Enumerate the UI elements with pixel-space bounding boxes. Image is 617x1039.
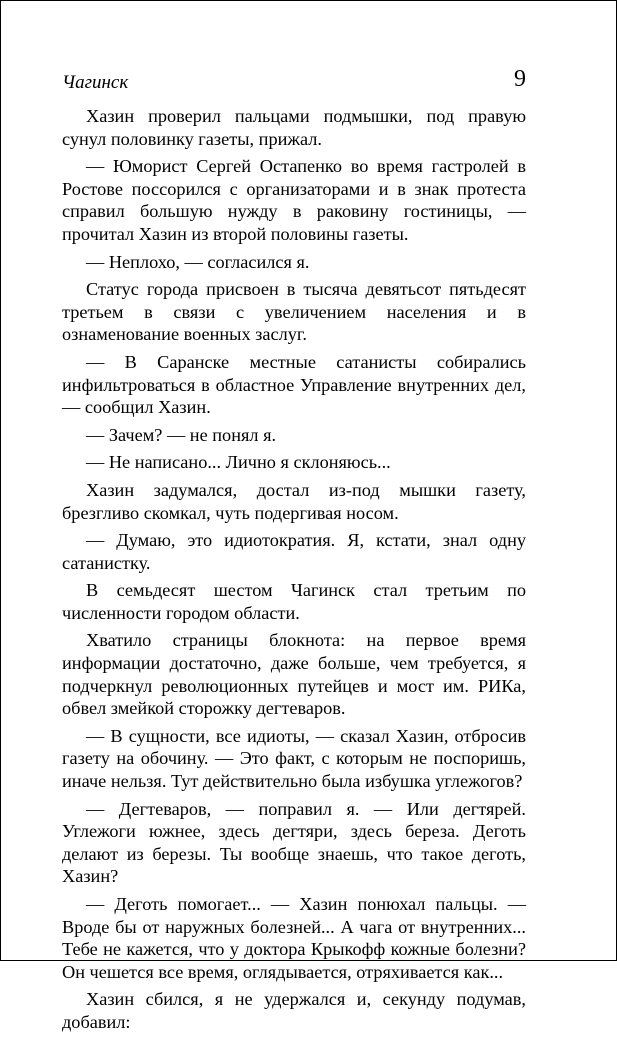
- paragraph: Статус города присвоен в тысяча девятьсот пятьдесят третьем в связи с увеличением населения и в ознаменование военных заслуг.: [62, 279, 526, 345]
- running-head: Чагинск: [62, 72, 129, 93]
- paragraph: — В Саранске местные сатанисты собирались инфильтроваться в областное Управление внутренних дел, — сообщил Хазин.: [62, 351, 526, 418]
- paragraph: Хазин проверил пальцами подмышки, под правую сунул половинку газеты, прижал.: [62, 106, 526, 149]
- page-number: 9: [514, 66, 526, 92]
- paragraph: Хазин сбился, я не удержался и, секунду подумав, добавил:: [62, 989, 526, 1032]
- body-text: [62, 105, 526, 1039]
- paragraph: — Неплохо, — согласился я.: [86, 251, 310, 272]
- paragraph: — Зачем? — не понял я.: [86, 424, 277, 445]
- paragraph: — Дегтеваров, — поправил я. — Или дегтярей. Углежоги южнее, здесь дегтяри, здесь береза. Деготь делают из березы. Ты вообще знаешь, что такое деготь, Хазин?: [62, 798, 526, 887]
- paragraph: — Не написано... Лично я склоняюсь...: [86, 452, 391, 473]
- paragraph: В семьдесят шестом Чагинск стал третьим по численности городом области.: [62, 580, 526, 623]
- paragraph: — В сущности, все идиоты, — сказал Хазин, отбросив газету на обочину. — Это факт, с которым не поспоришь, иначе нельзя. Тут действительно была избушка углежогов?: [62, 725, 526, 792]
- paragraph: Хазин задумался, достал из-под мышки газету, брезгливо скомкал, чуть подергивая носом.: [62, 479, 526, 523]
- paragraph: — Деготь помогает... — Хазин понюхал пальцы. — Вроде бы от наружных болезней... А чага от внутренних... Тебе не кажется, что у доктора Крыкофф кожные болезни? Он чешется все время, оглядывается, отряхивается как...: [62, 894, 526, 982]
- paragraph: Хватило страницы блокнота: на первое время информации достаточно, даже больше, чем требуется, я подчеркнул революционных путейцев и мост им. РИКа, обвел змейкой сторожку дегтеваров.: [62, 630, 526, 719]
- paragraph: — Думаю, это идиотократия. Я, кстати, знал одну сатанистку.: [62, 530, 526, 573]
- paragraph: — Юморист Сергей Остапенко во время гастролей в Ростове поссорился с организаторами и в знак протеста справил большую нужду в раковину гостиницы, — прочитал Хазин из второй половины газеты.: [62, 156, 526, 244]
